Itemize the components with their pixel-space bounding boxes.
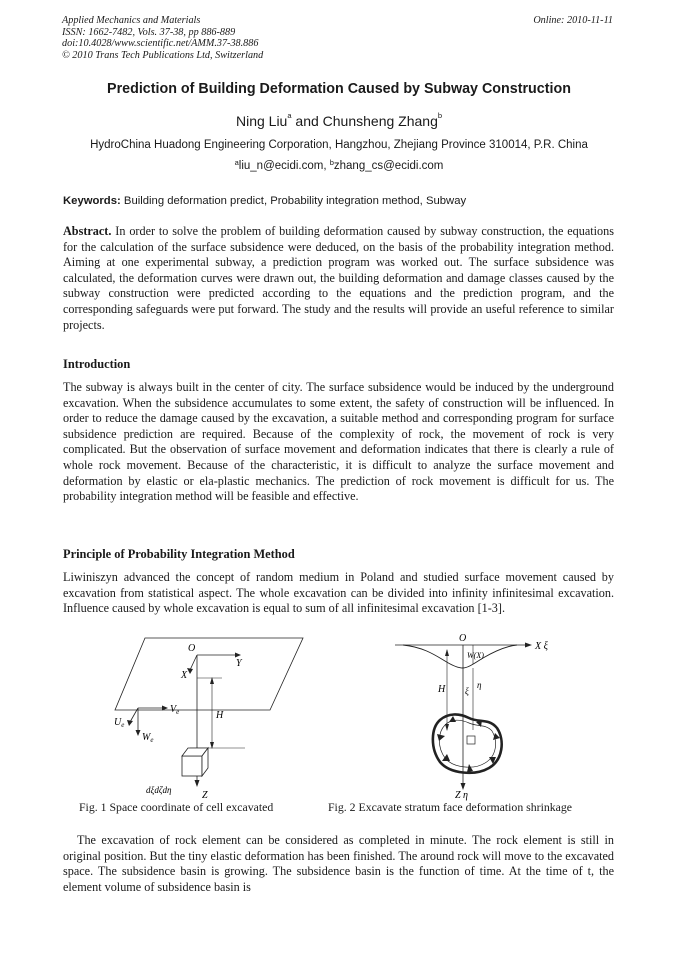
- fig2-shrink-arrow-3: [467, 764, 473, 772]
- fig2-label-eta: η: [477, 680, 482, 690]
- abstract-label: Abstract.: [63, 224, 112, 238]
- fig1-label-ve: [170, 704, 179, 716]
- fig2-h-arrow-bottom: [445, 724, 449, 731]
- doi-line: doi:10.4028/www.scientific.net/AMM.37-38.886: [62, 38, 259, 49]
- email-2: zhang_cs@ecidi.com: [333, 160, 444, 172]
- fig1-label-x: X: [181, 670, 188, 681]
- fig1-ue-main: U: [114, 717, 122, 728]
- fig2-subsidence-curve: [403, 645, 517, 668]
- fig1-ue-sub: e: [121, 721, 125, 729]
- fig2-label-h: H: [438, 684, 446, 695]
- fig2-label-xi: ξ: [465, 686, 469, 696]
- fig1-y-arrow: [235, 653, 241, 658]
- closing-paragraph: The excavation of rock element can be considered as completed in minute. The rock element is still in original position. But the tiny elastic deformation has been finished. The around rock will move to the excavated space. The subsidence basin is growing. The subsidence basin is the function of time. At the time of t, the element volume of subsidence basin is: [63, 833, 614, 894]
- email-line: [0, 160, 678, 172]
- fig1-label-y: Y: [236, 658, 242, 669]
- author-1-sup: a: [287, 111, 292, 120]
- introduction-heading: Introduction: [63, 357, 131, 371]
- fig1-ve-sub: e: [176, 708, 180, 716]
- journal-name: Applied Mechanics and Materials: [62, 15, 201, 26]
- keywords-text: Building deformation predict, Probability integration method, Subway: [120, 195, 467, 207]
- fig2-label-o: O: [459, 633, 467, 644]
- principle-text: Liwiniszyn advanced the concept of random medium in Poland and studied surface movement caused by excavation from statistical aspect. The whole excavation can be divided into infinity infinitesimal excavation. Influence caused by whole excavation is equal to sum of all infinitesimal excavation [1-3].: [63, 570, 614, 616]
- fig2-shrink-arrow-7: [449, 716, 456, 722]
- online-date: Online: 2010-11-11: [533, 15, 613, 26]
- fig2-label-x: X ξ: [535, 641, 548, 652]
- fig1-label-z: Z: [202, 790, 208, 801]
- keywords: [63, 195, 615, 207]
- fig1-ve-main: V: [170, 704, 177, 715]
- figure-2-caption: Fig. 2 Excavate stratum face deformation shrinkage: [328, 800, 573, 814]
- fig2-z-arrow: [461, 783, 466, 790]
- figure-1: [110, 630, 310, 802]
- fig2-shrink-arrow-1: [437, 734, 445, 741]
- abstract: [63, 224, 614, 333]
- keywords-label: Keywords:: [63, 195, 121, 207]
- figure-1-caption: Fig. 1 Space coordinate of cell excavated: [79, 800, 274, 814]
- fig1-cell-front: [182, 756, 202, 776]
- fig1-x-arrow: [187, 668, 193, 674]
- author-1: Ning Liu: [235, 113, 288, 129]
- fig2-label-w: W(X): [467, 651, 484, 660]
- fig1-we-sub: e: [150, 736, 154, 744]
- paper-title: Prediction of Building Deformation Caused by Subway Construction: [107, 81, 571, 97]
- fig2-x-arrow: [525, 643, 532, 648]
- fig1-label-o: O: [188, 643, 196, 654]
- fig2-element: [467, 736, 475, 744]
- author-2-sup: b: [437, 111, 443, 120]
- fig1-label-h: H: [216, 710, 224, 721]
- fig1-ground-plane: [115, 638, 303, 710]
- fig1-z-arrow: [195, 780, 200, 787]
- abstract-text: In order to solve the problem of building deformation caused by subway construction, the equations for the calculation of the surface subsidence were deduced, on the basis of the probability integration method. Aiming at one experimental subway, a prediction program was worked out. The surface subsidence was calculated, the deformation curves were drawn out, the building deformation and damage classes caused by the subway construction were predicted according to the equations and the prediction program, and the corresponding safeguards were put forward. The study and the results will provide an useful reference to similar projects.: [63, 224, 614, 332]
- email-1: liu_n@ecidi.com,: [238, 160, 330, 172]
- fig2-h-arrow-top: [445, 649, 449, 656]
- copyright-line: © 2010 Trans Tech Publications Ltd, Switzerland: [62, 49, 264, 61]
- fig1-label-we: [142, 732, 153, 744]
- fig1-label-cell: dξdζdη: [146, 785, 172, 795]
- fig1-ue-arrow: [127, 720, 133, 726]
- author-join: and: [291, 113, 323, 129]
- email-1-sup: a: [234, 158, 239, 167]
- affiliation: HydroChina Huadong Engineering Corporation, Hangzhou, Zhejiang Province 310014, P.R. China: [90, 139, 588, 151]
- fig1-we-arrow: [136, 730, 141, 736]
- figure-2: [385, 630, 560, 802]
- introduction-text: The subway is always built in the center of city. The surface subsidence would be induced by the underground excavation. When the subsidence accumulates to some extent, the safety of construction will be influenced. In order to reduce the damage caused by the excavation, a suitable method and corresponding program for surface subsidence prediction are required. Because of the complexity of rock, the movement of rock is very complicated. But the observation of surface movement and deformation indicates that there is clearly a rule of whole rock movement. Because of the characteristic, it is difficult to analyze the surface movement and deformation by elastic or ela-plastic mechanics. The prediction of rock movement is difficult for us. The probability integration method will be feasible and effective.: [63, 380, 614, 504]
- journal-header: [62, 15, 263, 61]
- fig1-we-main: W: [142, 732, 151, 743]
- issn-line: ISSN: 1662-7482, Vols. 37-38, pp 886-889: [62, 26, 236, 38]
- author-2: Chunsheng Zhang: [322, 113, 438, 129]
- email-2-sup: b: [329, 158, 334, 167]
- fig1-label-ue: [114, 717, 124, 729]
- principle-heading: Principle of Probability Integration Method: [63, 547, 295, 561]
- fig2-label-z: Z η: [455, 790, 469, 801]
- fig1-x-axis: [190, 655, 197, 670]
- author-line: [0, 113, 678, 129]
